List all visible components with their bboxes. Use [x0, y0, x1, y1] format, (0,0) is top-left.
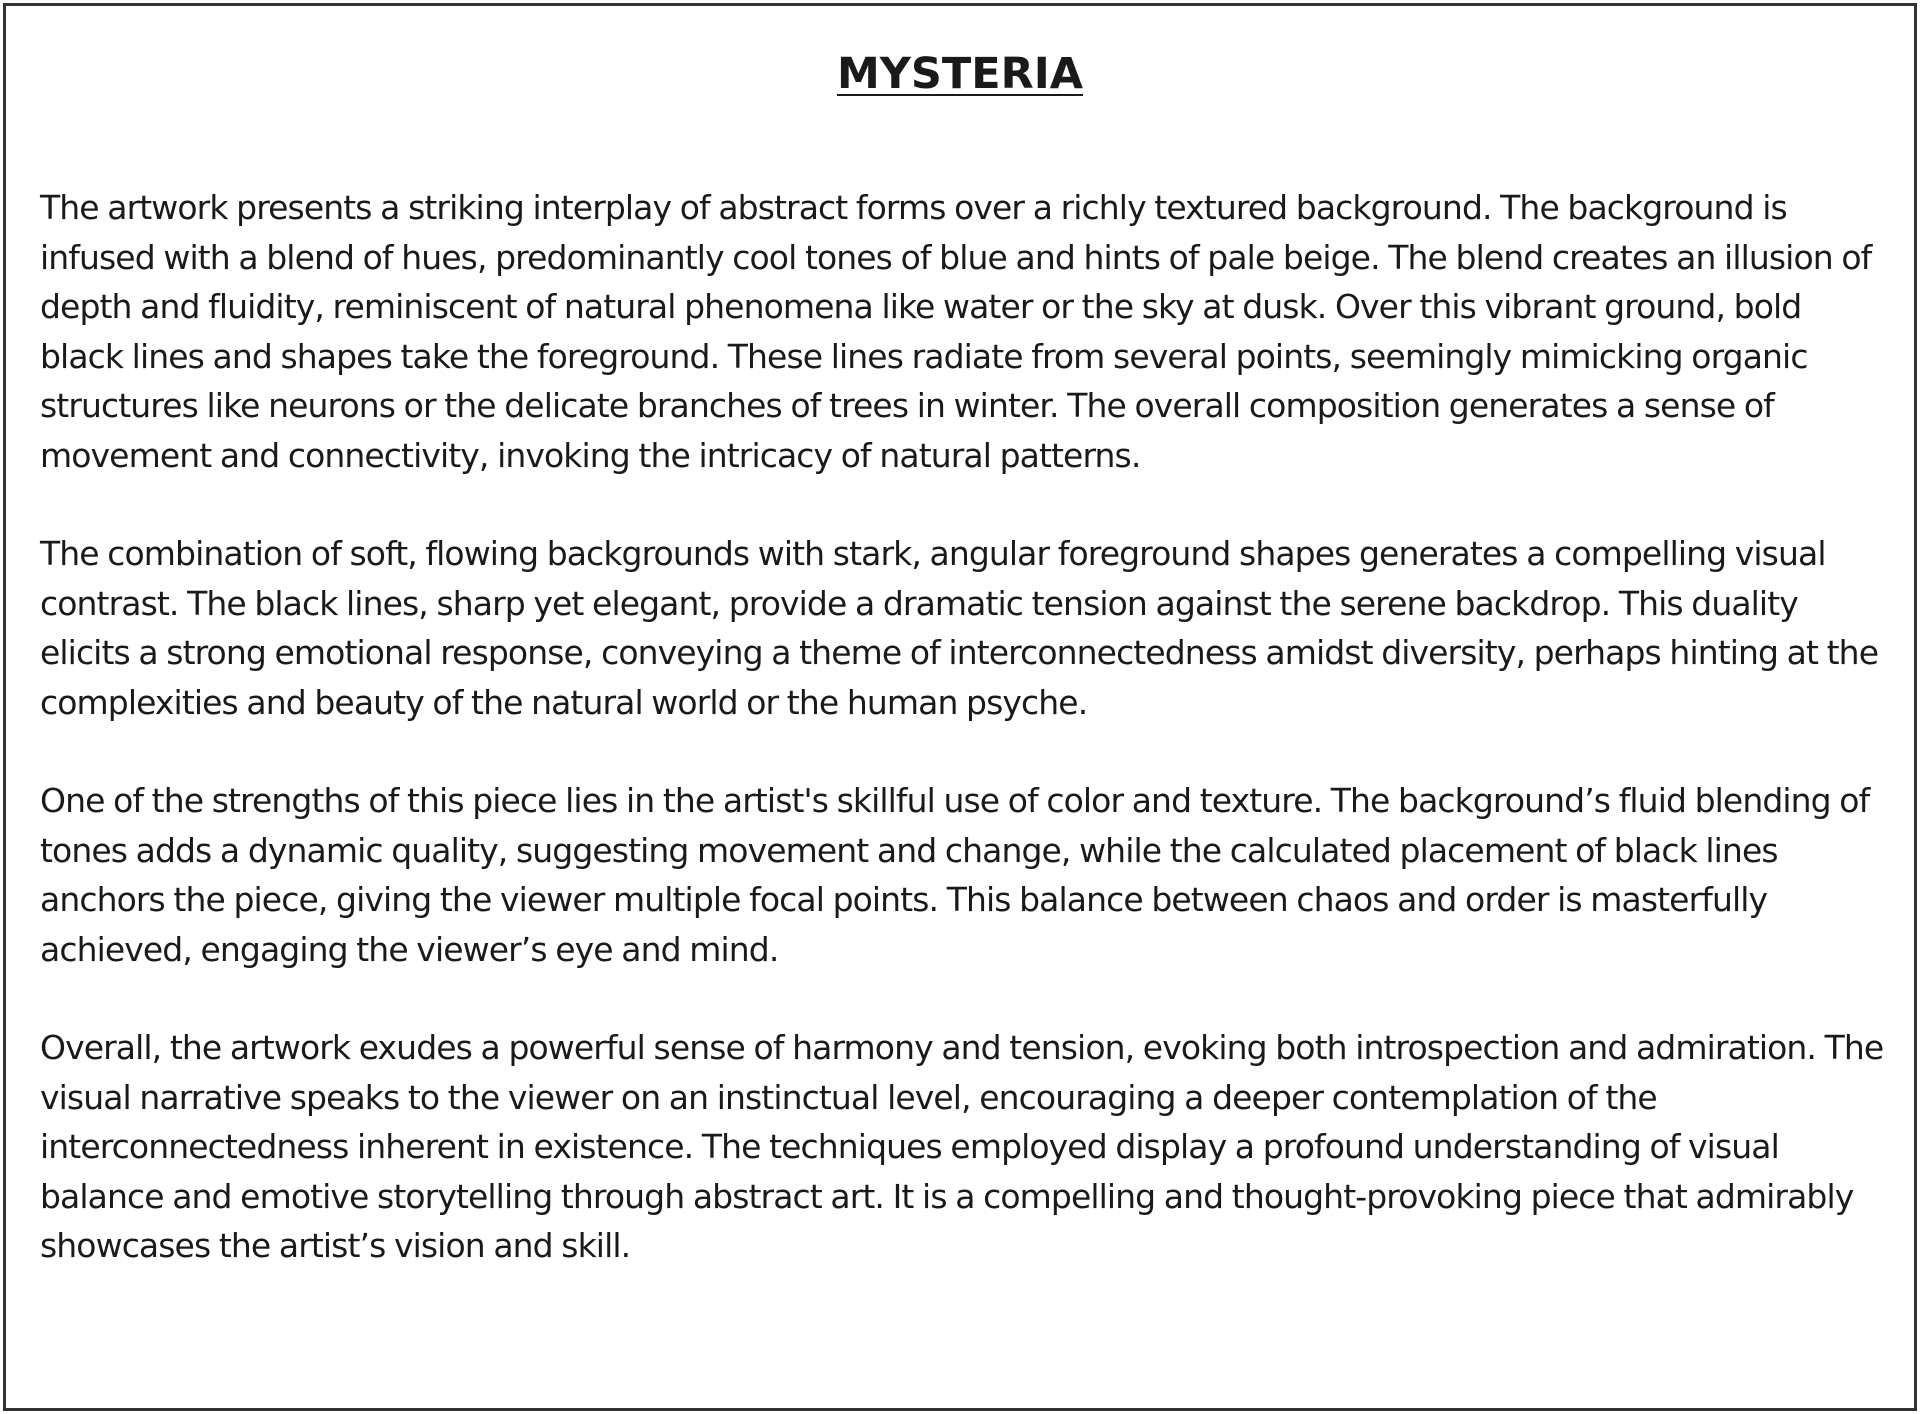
document-frame [3, 3, 1917, 1411]
paragraph-4: Overall, the artwork exudes a powerful sense of harmony and tension, evoking both introspection and admiration. The visual narrative speaks to the viewer on an instinctual level, encouraging a deeper contemplation of the interconnectedness inherent in existence. The techniques employed display a profound understanding of visual balance and emotive storytelling through abstract art. It is a compelling and thought-provoking piece that admirably showcases the artist’s vision and skill. [40, 1028, 1884, 1265]
paragraph-2: The combination of soft, flowing backgrounds with stark, angular foreground shapes generates a compelling visual contrast. The black lines, sharp yet elegant, provide a dramatic tension against the serene backdrop. This duality elicits a strong emotional response, conveying a theme of interconnectedness amidst diversity, perhaps hinting at the complexities and beauty of the natural world or the human psyche. [40, 534, 1879, 722]
document-body [40, 183, 1890, 1271]
paragraph-1: The artwork presents a striking interplay of abstract forms over a richly textured background. The background is infused with a blend of hues, predominantly cool tones of blue and hints of pale beige. The blend creates an illusion of depth and fluidity, reminiscent of natural phenomena like water or the sky at dusk. Over this vibrant ground, bold black lines and shapes take the foreground. These lines radiate from several points, seemingly mimicking organic structures like neurons or the delicate branches of trees in winter. The overall composition generates a sense of movement and connectivity, invoking the intricacy of natural patterns. [40, 188, 1872, 475]
document-title: MYSTERIA [837, 49, 1083, 99]
paragraph-3: One of the strengths of this piece lies in the artist's skillful use of color and texture. The background’s fluid blending of tones adds a dynamic quality, suggesting movement and change, while the calculated placement of black lines anchors the piece, giving the viewer multiple focal points. This balance between chaos and order is masterfully achieved, engaging the viewer’s eye and mind. [40, 781, 1870, 969]
